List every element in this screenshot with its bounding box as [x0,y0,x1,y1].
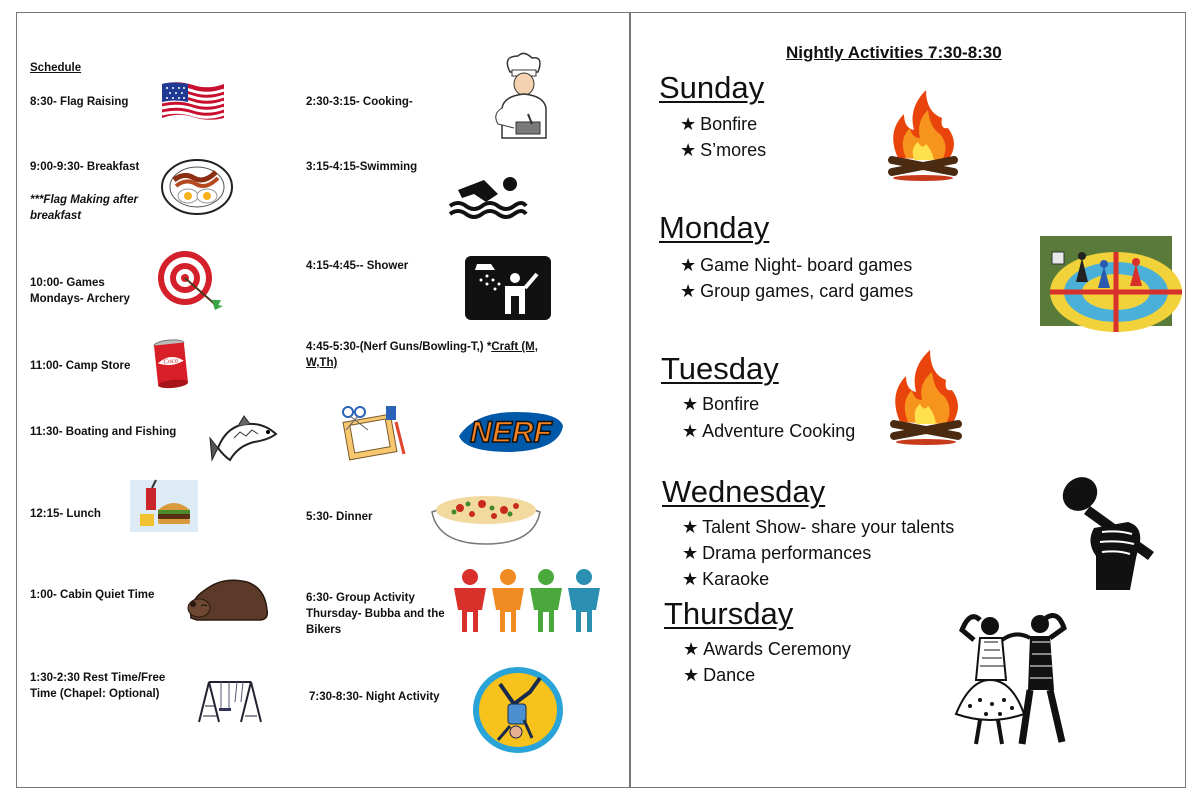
schedule-group-activity: 6:30- Group Activity [306,592,415,604]
schedule-breakfast: 9:00-9:30- Breakfast [30,161,140,173]
nightly-heading: Nightly Activities 7:30-8:30 [786,43,1002,62]
schedule-craft-link: Craft (M, W,Th) [306,341,538,369]
svg-text:Coca: Coca [162,356,179,366]
people-group-icon [450,568,606,634]
activity-item: ★ Dance [683,665,756,685]
activity-item: ★ Karaoke [682,569,770,589]
star-icon: ★ [682,543,699,563]
star-icon: ★ [682,569,699,589]
board-game-icon [1040,236,1172,326]
swimmer-icon [448,172,526,218]
pasta-bowl-icon [430,488,542,546]
day-sunday: Sunday [659,70,765,105]
schedule-shower: 4:15-4:45-- Shower [306,260,409,272]
sleeping-bear-icon [185,570,271,624]
schedule-dinner: 5:30- Dinner [306,511,373,523]
schedule-archery: Mondays- Archery [30,293,130,305]
schedule-nerf-craft [306,339,566,371]
schedule-camp-store: 11:00- Camp Store [30,360,131,372]
activity-item: ★ S’mores [680,140,767,160]
bonfire-icon [888,348,964,446]
bonfire-icon [886,88,960,182]
swing-set-icon [195,680,265,724]
activity-item: ★ Group games, card games [680,281,914,301]
soda-can-icon [150,338,192,390]
star-icon: ★ [680,140,697,160]
chef-icon [488,52,556,140]
day-wednesday: Wednesday [662,474,826,509]
day-tuesday: Tuesday [661,351,779,386]
activity-item: ★ Bonfire [680,114,758,134]
schedule-bubba: Thursday- Bubba and the Bikers [306,608,445,636]
nerf-logo [455,406,567,456]
schedule-quiet-time: 1:00- Cabin Quiet Time [30,589,155,601]
day-monday: Monday [659,210,770,245]
activity-item: ★ Game Night- board games [680,255,913,275]
schedule-night-activity: 7:30-8:30- Night Activity [309,691,440,703]
schedule-games: 10:00- Games [30,277,105,289]
star-icon: ★ [680,281,697,301]
schedule-flag-raising: 8:30- Flag Raising [30,96,129,108]
archery-target-icon [155,250,225,312]
star-icon: ★ [683,665,700,685]
schedule-boating-fishing: 11:30- Boating and Fishing [30,426,177,438]
burger-meal-icon [130,480,198,532]
schedule-flag-making: ***Flag Making after breakfast [30,194,138,222]
activity-item: ★ Talent Show- share your talents [682,517,955,537]
star-icon: ★ [682,517,699,537]
star-icon: ★ [683,639,700,659]
schedule-swimming: 3:15-4:15-Swimming [306,161,418,173]
schedule-nerf-text: 4:45-5:30-(Nerf Guns/Bowling-T,) * [306,341,492,353]
breakdancer-icon [470,664,566,756]
american-flag-icon [160,80,226,124]
shower-icon [465,256,551,320]
activity-item: ★ Drama performances [682,543,872,563]
star-icon: ★ [682,394,699,414]
star-icon: ★ [680,255,697,275]
star-icon: ★ [680,114,697,134]
bacon-eggs-plate-icon [160,158,234,216]
schedule-lunch: 12:15- Lunch [30,508,101,520]
craft-supplies-icon [338,404,408,460]
schedule-heading: Schedule [30,62,82,74]
schedule-cooking: 2:30-3:15- Cooking- [306,96,413,108]
microphone-fist-icon [1056,472,1162,592]
nerf-logo-text: NERF [470,416,552,449]
star-icon: ★ [682,421,699,441]
day-thursday: Thursday [664,596,794,631]
fish-icon [208,408,282,464]
activity-item: ★ Adventure Cooking [682,421,856,441]
schedule-rest-time: 1:30-2:30 Rest Time/Free Time (Chapel: Optional) [30,672,166,700]
dancing-couple-icon [950,610,1082,748]
activity-item: ★ Bonfire [682,394,760,414]
activity-item: ★ Awards Ceremony [683,639,851,659]
